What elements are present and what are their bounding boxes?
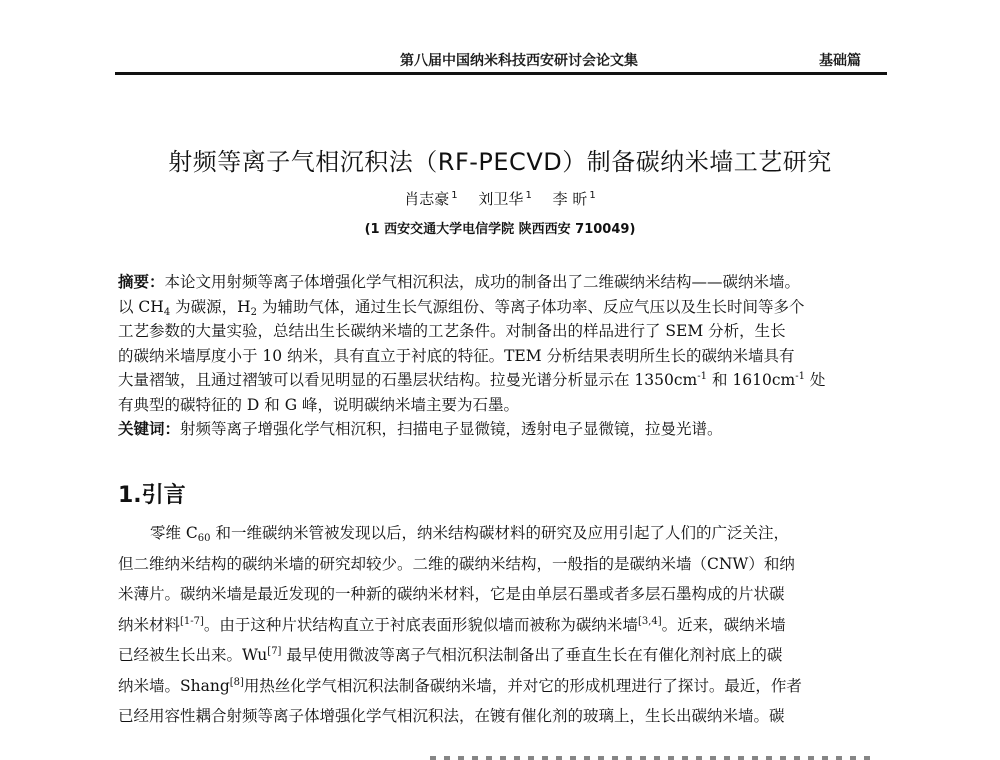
body-line: 纳米材料[1-7]。由于这种片状结构直立于衬底表面形貌似墙而被称为碳纳米墙[3,4]。近来，碳纳米墙 bbox=[118, 615, 786, 634]
author-list bbox=[0, 188, 1000, 209]
header-rule bbox=[115, 72, 887, 75]
abstract-line: 有典型的碳特征的 D 和 G 峰，说明碳纳米墙主要为石墨。 bbox=[118, 395, 520, 414]
abstract-line: 以 $CH_4$ 为碳源，$H_2$ 为辅助气体，通过生长气源组份、等离子体功率、反应气压以及生长时间等多个 bbox=[118, 297, 805, 318]
section-heading: 1.引言 bbox=[118, 483, 186, 508]
paper-title: 射频等离子气相沉积法（RF-PECVD）制备碳纳米墙工艺研究 bbox=[168, 148, 832, 176]
body-line: 米薄片。碳纳米墙是最近发现的一种新的碳纳米材料，它是由单层石墨或者多层石墨构成的片状碳 bbox=[118, 585, 785, 603]
cut-off-text-line bbox=[430, 750, 870, 760]
body-line: 已经用容性耦合射频等离子体增强化学气相沉积法，在镀有催化剂的玻璃上，生长出碳纳米墙。碳 bbox=[118, 707, 785, 725]
running-header bbox=[115, 50, 887, 72]
proceedings-title: 第八届中国纳米科技西安研讨会论文集 bbox=[400, 53, 638, 69]
introduction-body bbox=[118, 518, 888, 732]
citation: [7] bbox=[267, 646, 282, 657]
author: 李 昕 $^1$ bbox=[552, 190, 596, 208]
keywords: 关键词：射频等离子增强化学气相沉积，扫描电子显微镜，透射电子显微镜，拉曼光谱。 bbox=[118, 420, 723, 438]
author: 肖志豪 $^1$ bbox=[404, 190, 458, 208]
citation: [3,4] bbox=[637, 615, 662, 627]
keywords-label: 关键词： bbox=[118, 420, 181, 438]
author: 刘卫华 $^1$ bbox=[478, 190, 532, 208]
abstract-line: 摘要：本论文用射频等离子体增强化学气相沉积法，成功的制备出了二维碳纳米结构——碳纳米墙。 bbox=[118, 273, 801, 291]
abstract-line: 工艺参数的大量实验，总结出生长碳纳米墙的工艺条件。对制备出的样品进行了 SEM 分析，生长 bbox=[118, 322, 786, 340]
body-line: 零维 $C_{60}$ 和一维碳纳米管被发现以后，纳米结构碳材料的研究及应用引起了人们的广泛关注， bbox=[150, 524, 789, 544]
body-line: 已经被生长出来。Wu[7] 最早使用微波等离子气相沉积法制备出了垂直生长在有催化剂衬底上的碳 bbox=[118, 646, 783, 664]
affiliation: (1 西安交通大学电信学院 陕西西安 710049) bbox=[364, 222, 636, 237]
abstract-label: 摘要： bbox=[118, 273, 165, 291]
cut-off-glyph-tops bbox=[430, 756, 870, 760]
abstract-line: 大量褶皱，且通过褶皱可以看见明显的石墨层状结构。拉曼光谱分析显示在 $1350cm^{-1}$ 和 $1610cm^{-1}$ 处 bbox=[118, 371, 826, 389]
body-line: 纳米墙。Shang[8]用热丝化学气相沉积法制备碳纳米墙，并对它的形成机理进行了探讨。最近，作者 bbox=[118, 676, 802, 695]
section-category: 基础篇 bbox=[819, 53, 861, 69]
abstract bbox=[118, 270, 888, 442]
body-line: 但二维纳米结构的碳纳米墙的研究却较少。二维的碳纳米结构，一般指的是碳纳米墙（CNW）和纳 bbox=[118, 554, 795, 573]
citation: [1-7] bbox=[180, 615, 204, 627]
abstract-line: 的碳纳米墙厚度小于 10 纳米，具有直立于衬底的特征。TEM 分析结果表明所生长的碳纳米墙具有 bbox=[118, 346, 795, 365]
citation: [8] bbox=[229, 676, 244, 688]
